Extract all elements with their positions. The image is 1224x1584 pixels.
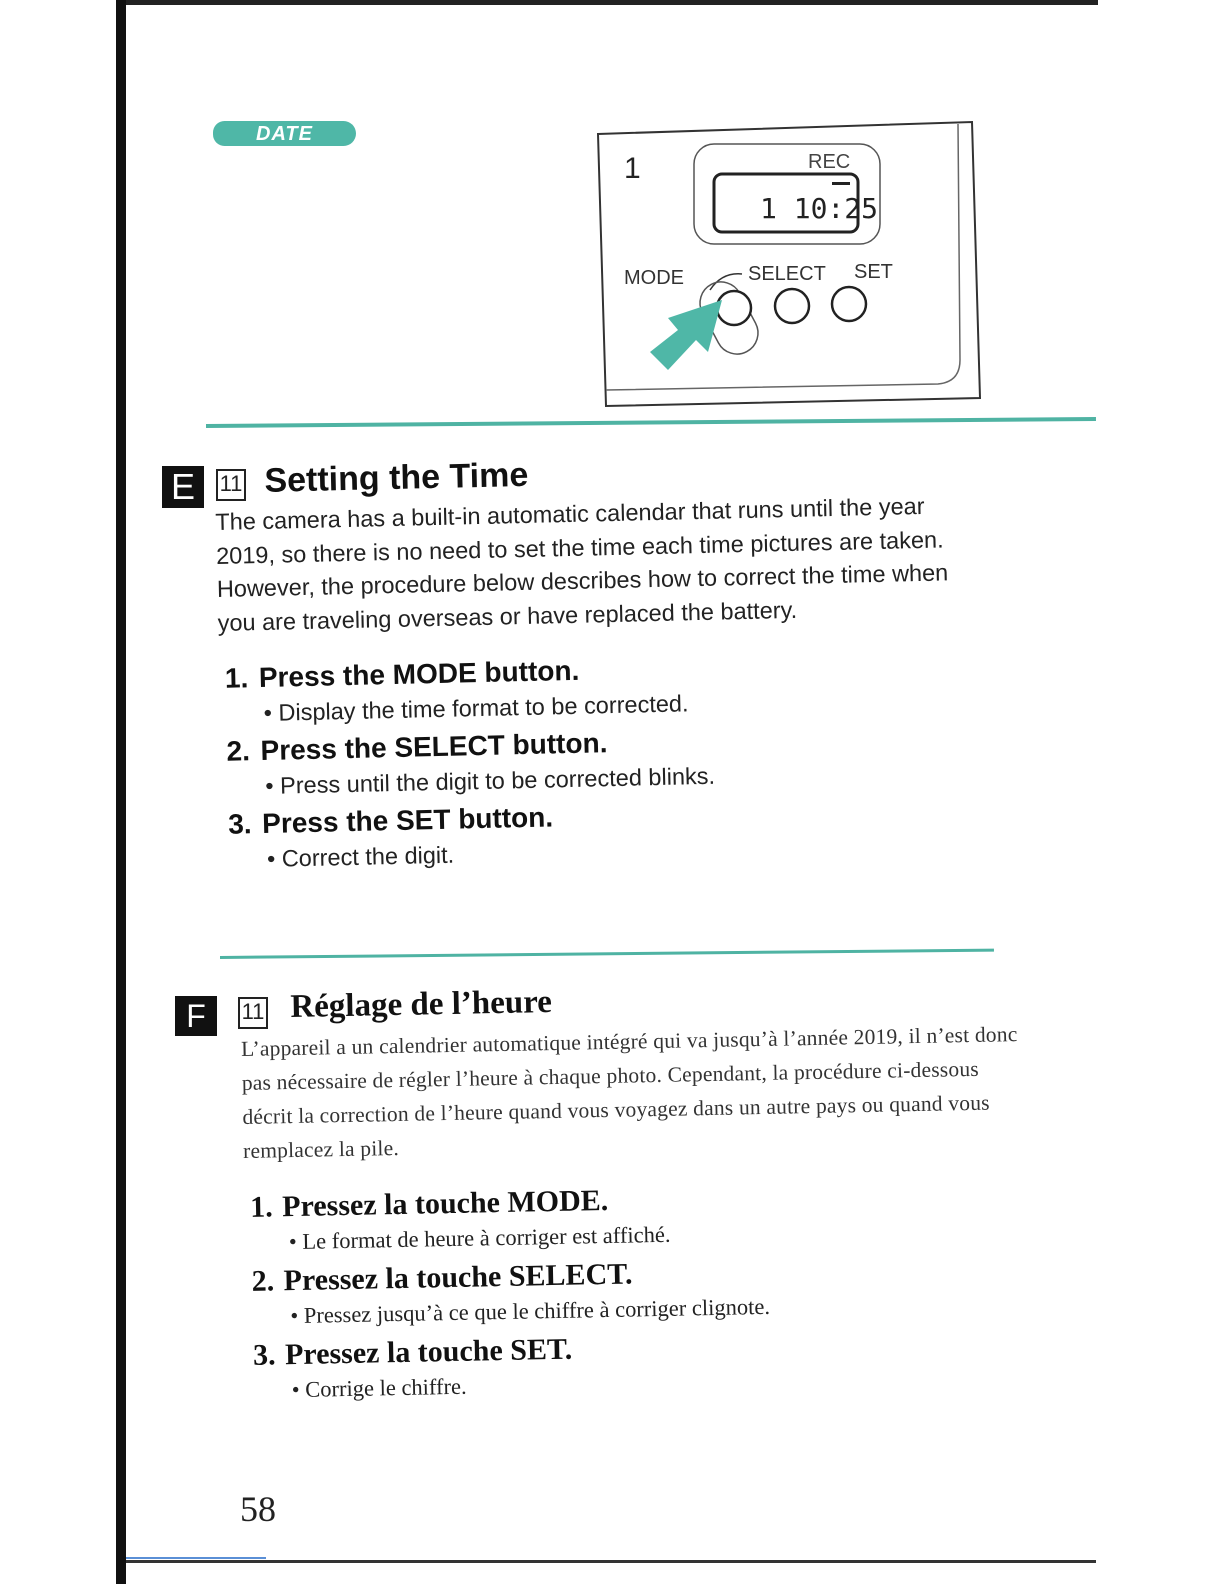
section-number-f: 11 <box>238 997 268 1029</box>
scan-border-left <box>116 0 126 1584</box>
step-title: Press the MODE button. <box>258 654 580 694</box>
camera-back-illustration <box>596 120 986 412</box>
select-button-icon <box>717 291 751 325</box>
step-title: Pressez la touche SET. <box>284 1332 573 1372</box>
english-paragraph: The camera has a built-in automatic calendar that runs until the year 2019, so there is no need to set the time each time pictures are taken. However, the procedure below describes how to correct the time when you are traveling overseas or have replaced the battery. <box>215 492 949 636</box>
pointer-arrow-icon <box>650 300 722 370</box>
section-letter-e: E <box>162 466 204 508</box>
section-divider-e <box>206 417 1096 428</box>
english-step <box>228 791 983 876</box>
step-title: Press the SET button. <box>261 801 554 839</box>
set-label: SET <box>854 261 893 283</box>
english-steps <box>225 645 984 876</box>
french-step <box>253 1323 1028 1407</box>
step-title: Press the SELECT button. <box>260 727 608 767</box>
step-title: Pressez la touche SELECT. <box>283 1257 633 1298</box>
french-paragraph: L’appareil a un calendrier automatique intégré qui va jusqu’à l’année 2019, il n’est donc pas nécessaire de régler l’heure à chaque photo. Cependant, la procédure ci-dessous décrit la correction de l’heure quand vous voyagez dans un autre pays ou quand vous remplacez la pile. <box>240 1022 1018 1163</box>
english-step <box>225 645 980 730</box>
english-title: Setting the Time <box>264 455 529 500</box>
mode-label: MODE <box>624 267 684 289</box>
step-number: 3. <box>227 808 252 840</box>
english-step-detail: • Display the time format to be corrected. <box>263 690 689 726</box>
date-badge: DATE <box>213 121 356 146</box>
lcd-bar <box>832 182 850 185</box>
english-section <box>214 445 983 881</box>
french-title: Réglage de l’heure <box>290 984 553 1026</box>
set-button-icon <box>832 287 866 321</box>
step-number: 2. <box>251 1264 275 1298</box>
french-steps <box>250 1175 1028 1407</box>
scan-mark <box>126 1557 266 1559</box>
english-step-detail: • Press until the digit to be corrected blinks. <box>265 762 716 799</box>
rec-label: REC <box>808 151 851 173</box>
scan-border-top <box>118 0 1098 5</box>
camera-illustration-svg <box>596 120 986 412</box>
french-step <box>251 1249 1026 1333</box>
figure-step-number: 1 <box>624 152 641 185</box>
english-step <box>226 718 981 803</box>
step-number: 2. <box>226 735 251 767</box>
french-section <box>240 973 1028 1412</box>
english-step-detail: • Correct the digit. <box>266 841 455 872</box>
french-step <box>250 1175 1025 1259</box>
step-number: 1. <box>249 1190 274 1224</box>
section-letter-f: F <box>175 996 217 1036</box>
section-number-e: 11 <box>216 469 246 501</box>
step-title: Pressez la touche MODE. <box>281 1183 609 1224</box>
step-number: 3. <box>252 1338 276 1372</box>
french-step-detail: • Corrige le chiffre. <box>291 1373 467 1403</box>
french-step-detail: • Pressez jusqu’à ce que le chiffre à corriger clignote. <box>290 1293 771 1329</box>
select-label: SELECT <box>748 263 826 285</box>
french-step-detail: • Le format de heure à corriger est affiché. <box>288 1221 671 1255</box>
page-number: 58 <box>240 1489 276 1529</box>
scan-border-bottom <box>126 1560 1096 1563</box>
step-number: 1. <box>224 662 249 694</box>
section-divider-f <box>220 949 994 959</box>
middle-button-icon <box>775 289 809 323</box>
lcd-time: 1 10:25 <box>760 192 879 225</box>
